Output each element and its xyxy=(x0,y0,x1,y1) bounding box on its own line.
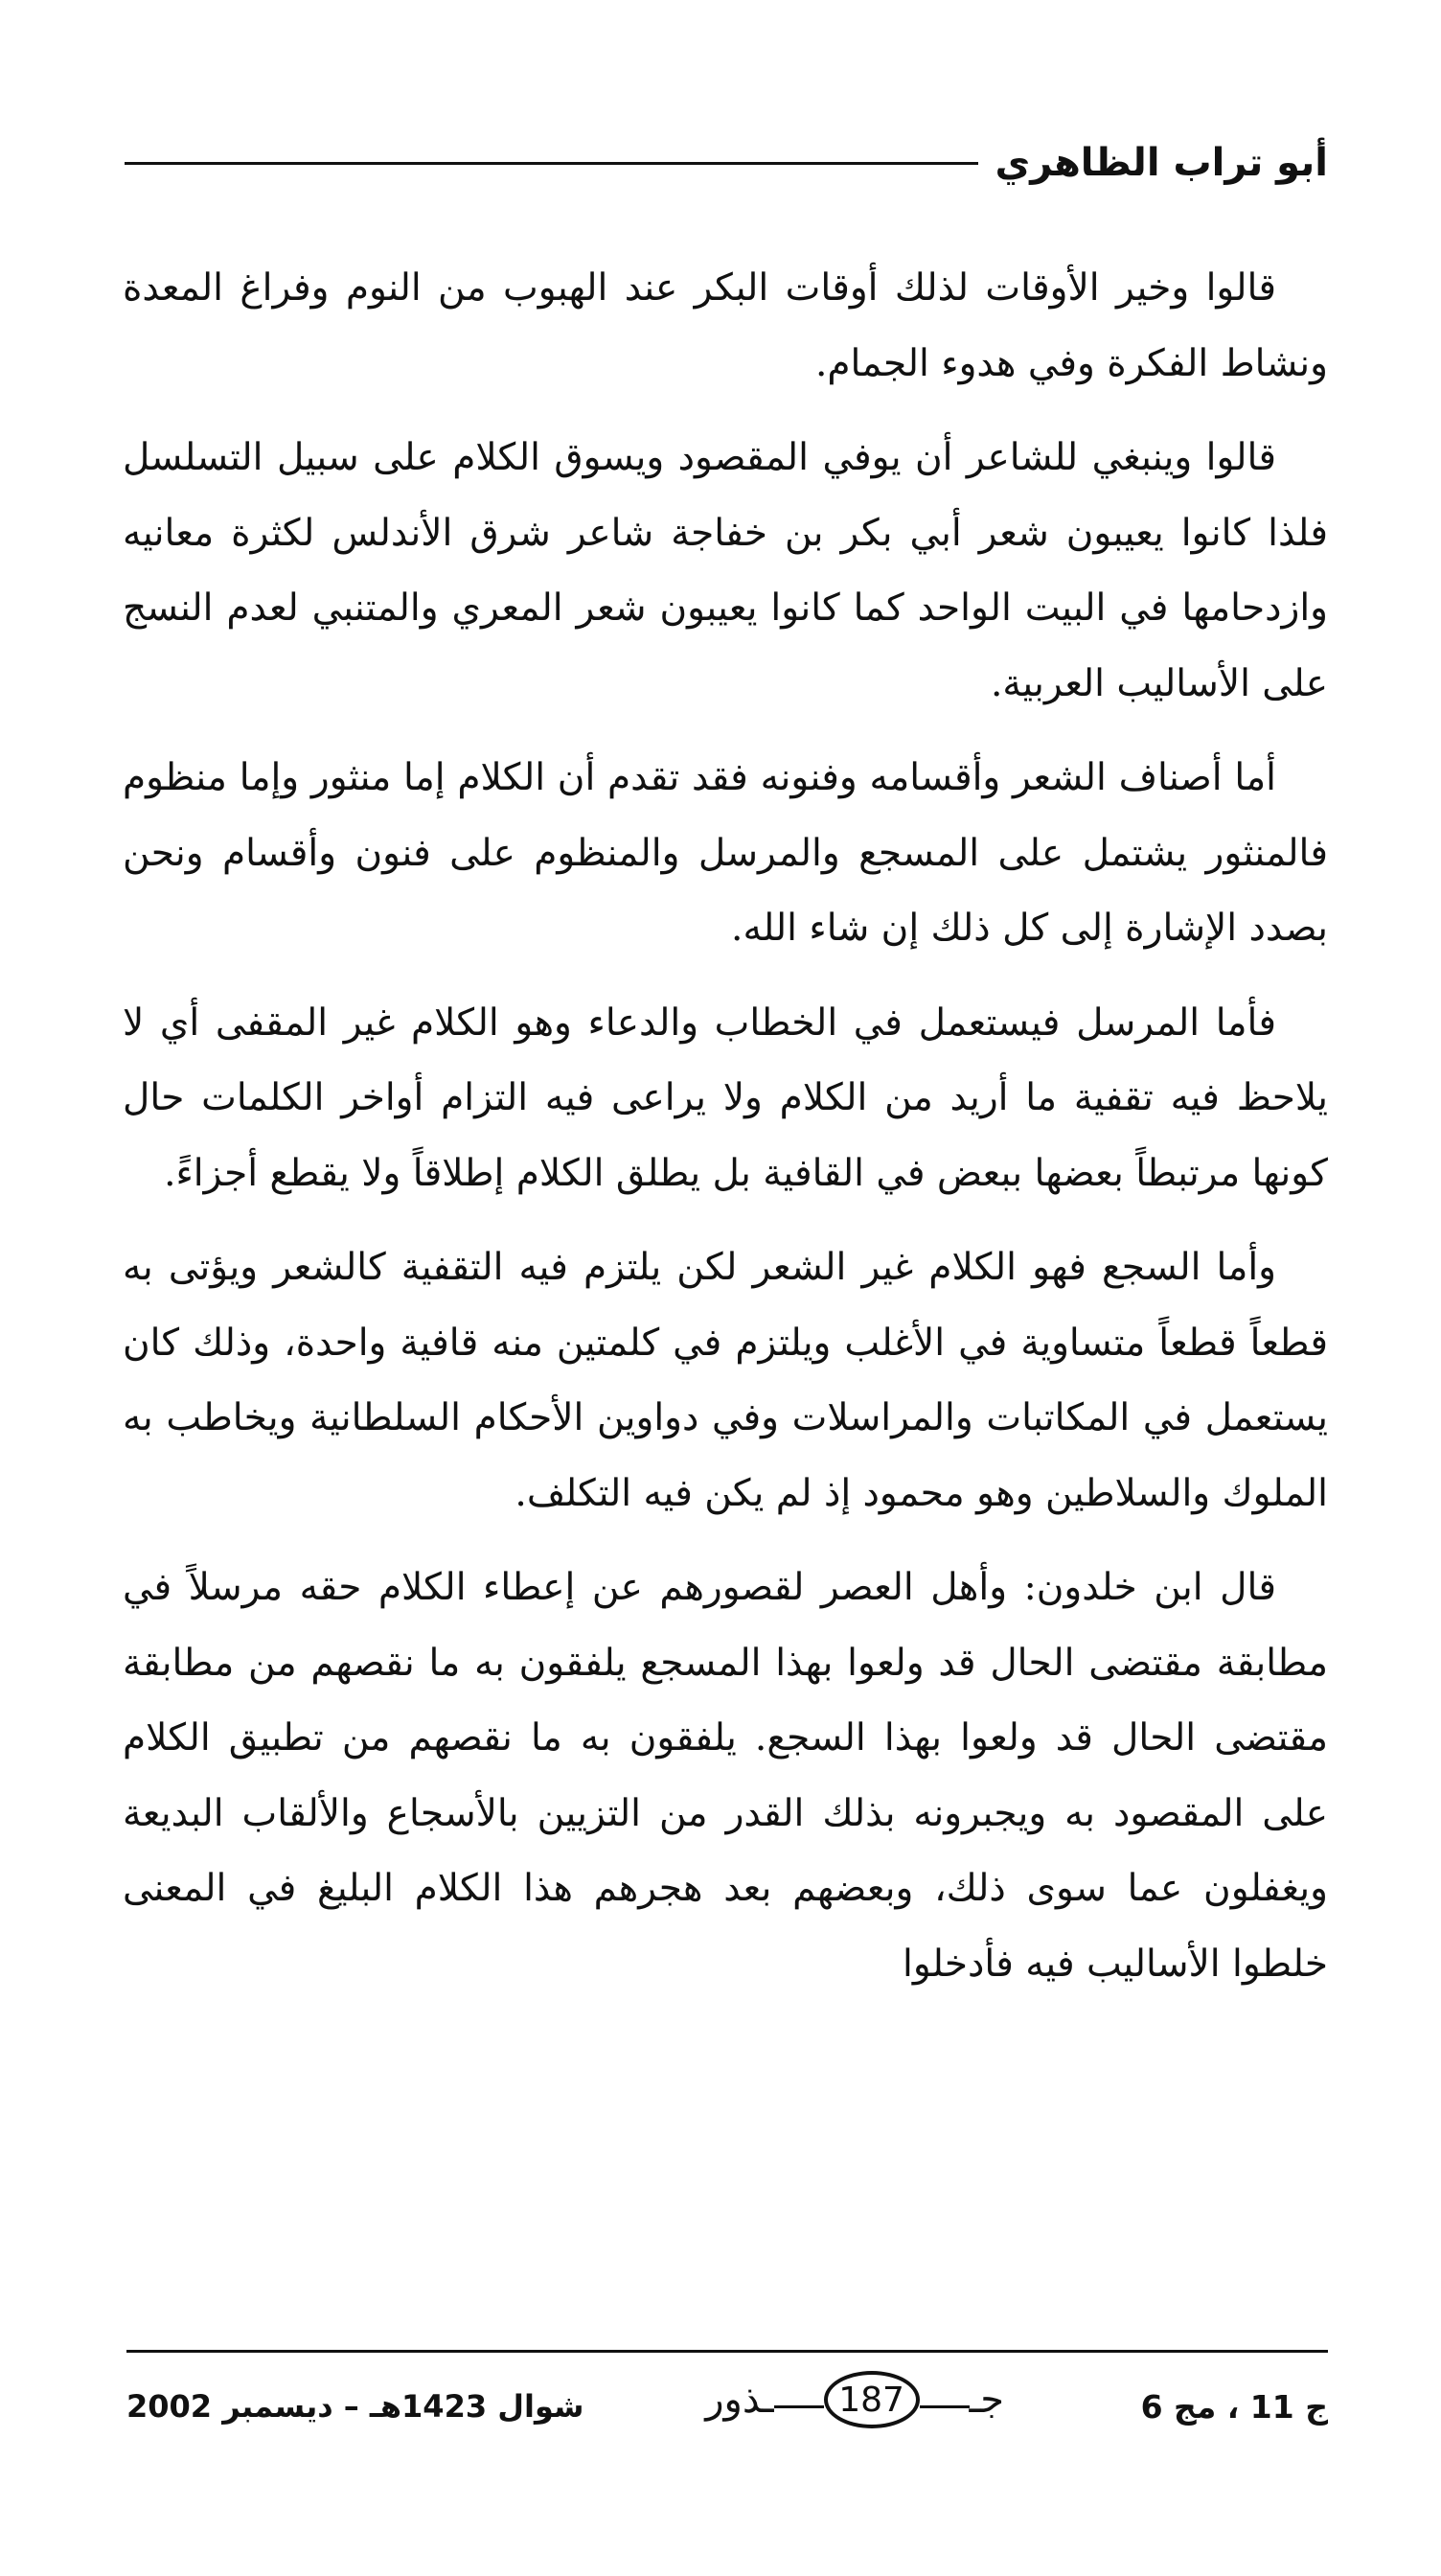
paragraph-1: قالوا وخير الأوقات لذلك أوقات البكر عند الهبوب من النوم وفراغ المعدة ونشاط الفكرة وفي هدوء الجمام. xyxy=(123,266,1328,385)
footer-date: شوال 1423هـ – ديسمبر 2002 xyxy=(126,2388,584,2425)
journal-name-start: جـ xyxy=(969,2378,1004,2422)
paragraph-4: فأما المرسل فيستعمل في الخطاب والدعاء وهو الكلام غير المقفى أي لا يلاحظ فيه تقفية ما أريد من الكلام ولا يراعى فيه التزام أواخر الكلمات حال كونها مرتبطاً بعضها ببعض في القافية بل يطلق الكلام إطلاقاً ولا يقطع أجزاءً. xyxy=(123,1000,1328,1195)
header-rule xyxy=(125,162,978,165)
header-author: أبو تراب الظاهري xyxy=(995,141,1328,185)
footer-rule xyxy=(126,2350,1328,2353)
running-header xyxy=(125,125,1328,201)
journal-name-end: ـذور xyxy=(705,2378,774,2422)
paragraph-3: أما أصناف الشعر وأقسامه وفنونه فقد تقدم أن الكلام إما منثور وإما منظوم فالمنثور يشتمل على المسجع والمرسل والمنظوم على فنون وأقسام ونحن بصدد الإشارة إلى كل ذلك إن شاء الله. xyxy=(123,756,1328,950)
journal-name-connector xyxy=(774,2405,824,2408)
page-number: 187 xyxy=(824,2371,920,2428)
paragraph-2: قالوا وينبغي للشاعر أن يوفي المقصود ويسوق الكلام على سبيل التسلسل فلذا كانوا يعيبون شعر أبي بكر بن خفاجة شاعر شرق الأندلس لكثرة معانيه وازدحامها في البيت الواحد كما كانوا يعيبون شعر المعري والمتنبي لعدم النسج على الأساليب العربية. xyxy=(123,436,1328,705)
page-footer xyxy=(126,2371,1328,2467)
paragraph-6: قال ابن خلدون: وأهل العصر لقصورهم عن إعطاء الكلام حقه مرسلاً في مطابقة مقتضى الحال قد ولعوا بهذا المسجع يلفقون به ما نقصهم من مطابقة مقتضى الحال قد ولعوا بهذا السجع. يلفقون به ما نقصهم من تطبيق الكلام على المقصود به ويجبرونه بذلك القدر من التزيين بالأسجاع والألقاب البديعة ويغفلون عما سوى ذلك، وبعضهم بعد هجرهم هذا الكلام البليغ في المعنى خلطوا الأساليب فيه فأدخلوا xyxy=(123,1566,1328,1986)
body-text xyxy=(123,251,1328,2021)
paragraph-5: وأما السجع فهو الكلام غير الشعر لكن يلتزم فيه التقفية كالشعر ويؤتى به قطعاً قطعاً متساوية في الأغلب ويلتزم في كلمتين منه قافية واحدة، وذلك كان يستعمل في المكاتبات والمراسلات وفي دواوين الأحكام السلطانية ويخاطب به الملوك والسلاطين وهو محمود إذ لم يكن فيه التكلف. xyxy=(123,1246,1328,1515)
journal-name xyxy=(705,2371,1004,2428)
footer-issue: ج 11 ، مج 6 xyxy=(1140,2388,1328,2426)
journal-name-connector xyxy=(920,2405,970,2408)
